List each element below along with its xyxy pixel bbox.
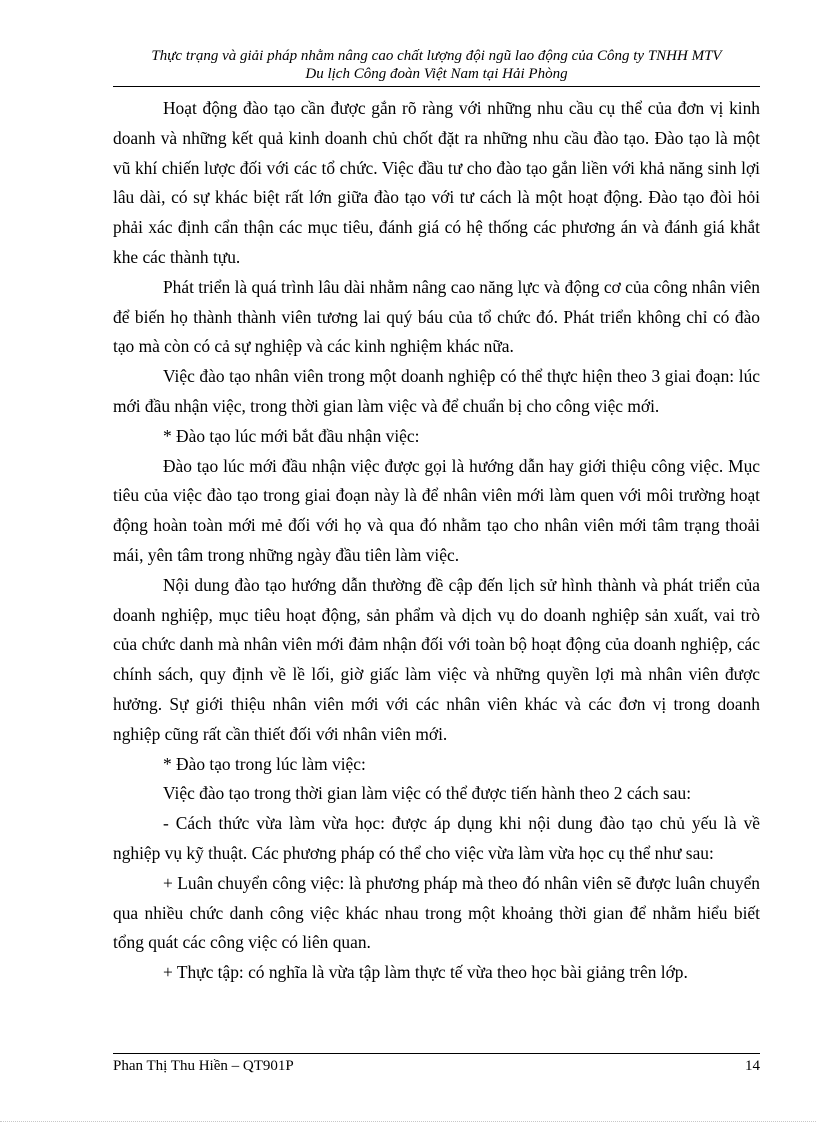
- page-edge: [0, 1121, 816, 1122]
- subheading-on-the-job-training: * Đào tạo trong lúc làm việc:: [163, 753, 366, 774]
- header-rule: [113, 86, 760, 87]
- header-line-1: Thực trạng và giải pháp nhằm nâng cao chất lượng đội ngũ lao động của Công ty TNHH MTV: [151, 48, 722, 64]
- paragraph-training-activities: Hoạt động đào tạo cần được gắn rõ ràng với những nhu cầu cụ thể của đơn vị kinh doanh và những kết quả kinh doanh chủ chốt đặt ra những nhu cầu đào tạo. Đào tạo là một vũ khí chiến lược đối với các tổ chức. Việc đầu tư cho đào tạo gắn liền với khả năng sinh lợi lâu dài, có sự khác biệt rất lớn giữa đào tạo với tư cách là một hoạt động. Đào tạo đòi hỏi phải xác định cẩn thận các mục tiêu, đánh giá có hệ thống các phương án và đánh giá khắt khe các thành tựu.: [113, 98, 760, 267]
- footer-rule: [113, 1053, 760, 1054]
- paragraph-onboarding: Đào tạo lúc mới đầu nhận việc được gọi là hướng dẫn hay giới thiệu công việc. Mục tiêu của việc đào tạo trong giai đoạn này là để nhân viên mới làm quen với môi trường hoạt động hoàn toàn mới mẻ đối với họ và qua đó nhằm tạo cho nhân viên mới tâm trạng thoải mái, yên tâm trong những ngày đầu tiên làm việc.: [113, 455, 760, 565]
- body-text: [113, 94, 760, 988]
- running-header: [113, 47, 760, 83]
- footer-author: Phan Thị Thu Hiền – QT901P: [113, 1058, 294, 1074]
- page-number: 14: [745, 1058, 760, 1074]
- paragraph-two-ways: Việc đào tạo trong thời gian làm việc có thể được tiến hành theo 2 cách sau:: [163, 783, 692, 804]
- paragraph-onboarding-content: Nội dung đào tạo hướng dẫn thường đề cập đến lịch sử hình thành và phát triển của doanh nghiệp, mục tiêu hoạt động, sản phẩm và dịch vụ do doanh nghiệp sản xuất, vai trò của chức danh mà nhân viên mới đảm nhận đối với toàn bộ hoạt động của doanh nghiệp, các chính sách, quy định về lề lối, giờ giấc làm việc và những quyền lợi mà nhân viên được hưởng. Sự giới thiệu nhân viên mới với các nhân viên khác và các đơn vị trong doanh nghiệp cũng rất cần thiết đối với nhân viên mới.: [113, 574, 760, 744]
- header-line-2: Du lịch Công đoàn Việt Nam tại Hải Phòng: [305, 66, 568, 82]
- subheading-onboarding-training: * Đào tạo lúc mới bắt đầu nhận việc:: [163, 425, 420, 446]
- paragraph-three-stages: Việc đào tạo nhân viên trong một doanh nghiệp có thể thực hiện theo 3 giai đoạn: lúc mới đầu nhận việc, trong thời gian làm việc và để chuẩn bị cho công việc mới.: [113, 366, 760, 416]
- paragraph-job-rotation: + Luân chuyển công việc: là phương pháp mà theo đó nhân viên sẽ được luân chuyển qua nhiều chức danh công việc khác nhau trong một khoảng thời gian để nhằm hiểu biết tổng quát các công việc có liên quan.: [113, 872, 760, 953]
- paragraph-work-and-learn: - Cách thức vừa làm vừa học: được áp dụng khi nội dung đào tạo chủ yếu là về nghiệp vụ kỹ thuật. Các phương pháp có thể cho việc vừa làm vừa học cụ thể như sau:: [113, 813, 760, 863]
- paragraph-internship: + Thực tập: có nghĩa là vừa tập làm thực tế vừa theo học bài giảng trên lớp.: [163, 962, 688, 983]
- paragraph-development: Phát triển là quá trình lâu dài nhằm nâng cao năng lực và động cơ của công nhân viên để biến họ thành thành viên tương lai quý báu của tổ chức đó. Phát triển không chỉ có đào tạo mà còn có cả sự nghiệp và các kinh nghiệm khác nữa.: [113, 276, 760, 357]
